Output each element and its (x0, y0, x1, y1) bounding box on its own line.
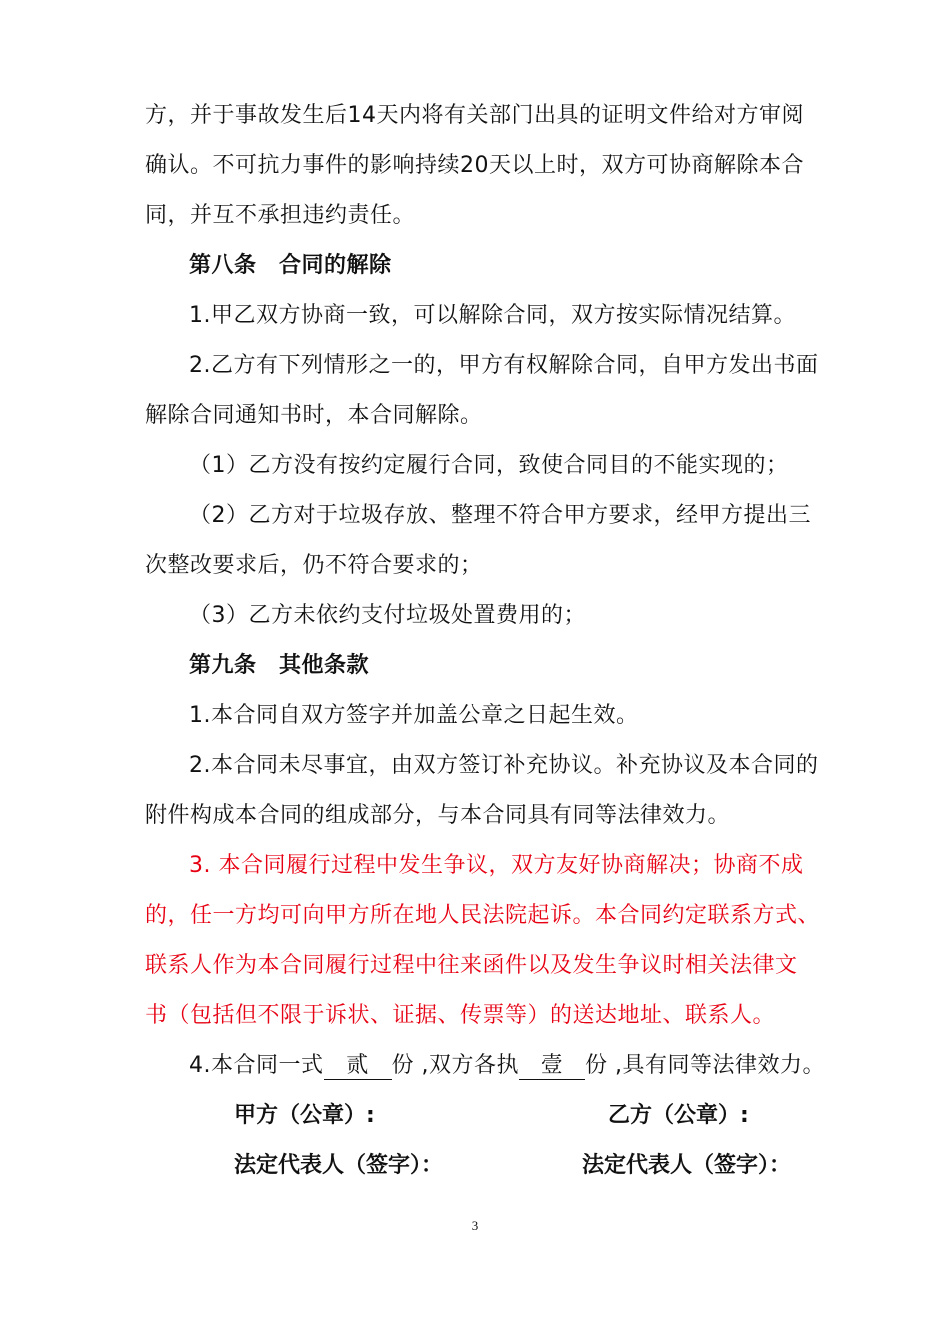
highlighted-clause-line: 3. 本合同履行过程中发生争议，双方友好协商解决；协商不成 (189, 853, 804, 878)
highlighted-clause-line: 联系人作为本合同履行过程中往来函件以及发生争议时相关法律文 (145, 953, 798, 978)
paragraph-line: 方，并于事故发生后14天内将有关部门出具的证明文件给对方审阅 (145, 103, 804, 128)
list-item: （1）乙方没有按约定履行合同，致使合同目的不能实现的； (189, 453, 789, 478)
paragraph-line: 2.本合同未尽事宜，由双方签订补充协议。补充协议及本合同的 (189, 753, 819, 778)
clause-4-text: 4.本合同一式 (189, 1053, 324, 1078)
paragraph-line: 解除合同通知书时，本合同解除。 (145, 403, 483, 428)
copies-each-field: 壹 (519, 1053, 585, 1080)
highlighted-clause-line: 书（包括但不限于诉状、证据、传票等）的送达地址、联系人。 (145, 1003, 776, 1028)
party-b-rep-label: 法定代表人（签字）： (582, 1153, 792, 1178)
party-a-rep-label: 法定代表人（签字）： (234, 1153, 444, 1178)
paragraph-line: 附件构成本合同的组成部分，与本合同具有同等法律效力。 (145, 803, 731, 828)
paragraph-line: 2.乙方有下列情形之一的，甲方有权解除合同，自甲方发出书面 (189, 353, 819, 378)
paragraph-line: 次整改要求后，仍不符合要求的； (145, 553, 483, 578)
highlighted-clause-line: 的，任一方均可向甲方所在地人民法院起诉。本合同约定联系方式、 (145, 903, 821, 928)
paragraph-line: 1.本合同自双方签字并加盖公章之日起生效。 (189, 703, 639, 728)
clause-4-text: 份 ,双方各执 (391, 1053, 519, 1078)
article-9-heading: 第九条 其他条款 (189, 653, 370, 678)
paragraph-line: 确认。不可抗力事件的影响持续20天以上时，双方可协商解除本合 (145, 153, 804, 178)
paragraph-line: 1.甲乙双方协商一致，可以解除合同，双方按实际情况结算。 (189, 303, 796, 328)
clause-4-line (189, 1051, 825, 1081)
party-a-seal-label: 甲方（公章）: (234, 1103, 375, 1128)
clause-4-text: 份 ,具有同等法律效力。 (585, 1053, 825, 1078)
article-8-heading: 第八条 合同的解除 (189, 253, 392, 278)
copies-total-field: 贰 (324, 1053, 392, 1080)
paragraph-line: 同，并互不承担违约责任。 (145, 203, 416, 228)
list-item: （3）乙方未依约支付垃圾处置费用的； (189, 603, 586, 628)
page-number: 3 (471, 1218, 479, 1233)
party-b-seal-label: 乙方（公章）: (608, 1103, 749, 1128)
list-item: （2）乙方对于垃圾存放、整理不符合甲方要求，经甲方提出三 (189, 503, 811, 528)
